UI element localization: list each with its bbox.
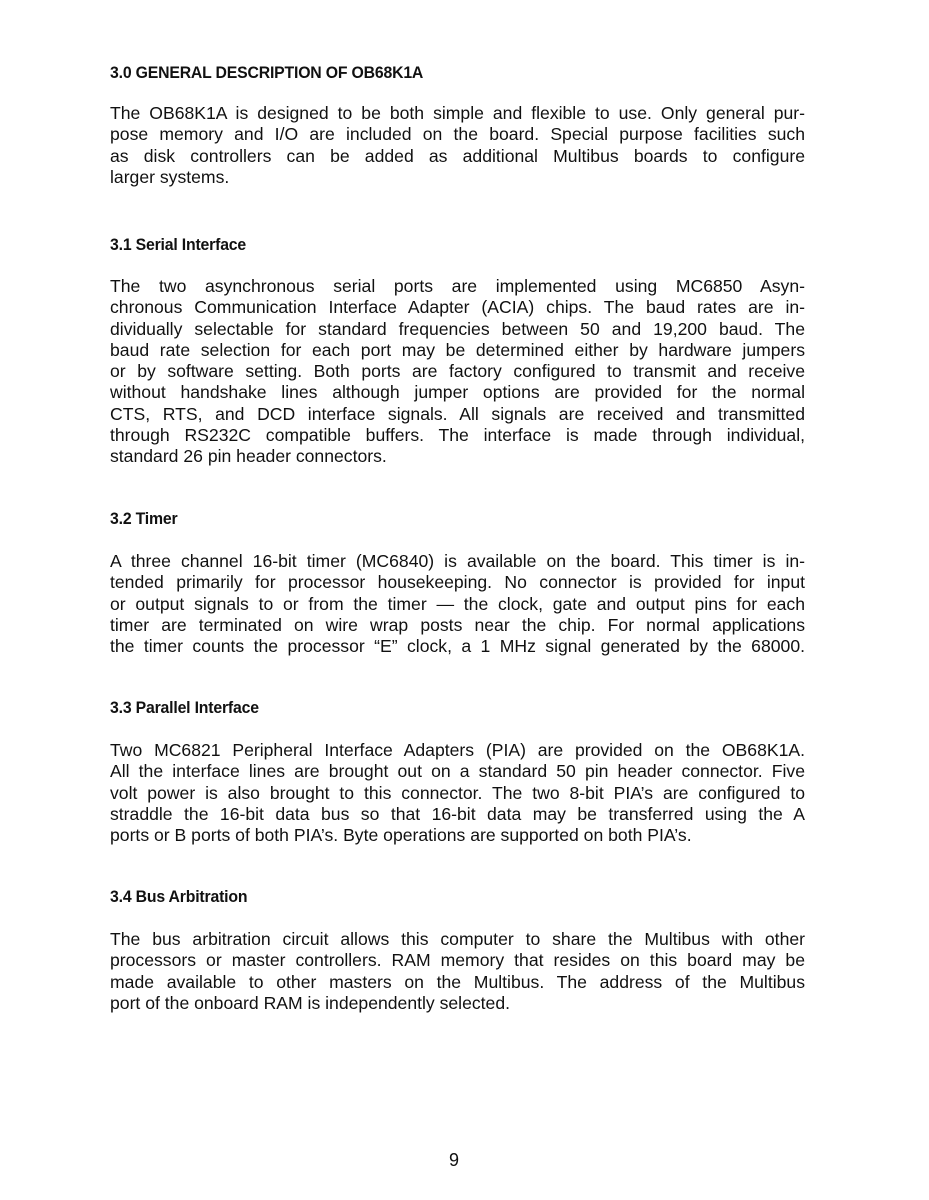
text-line: chronous Communication Interface Adapter (ACIA) chips. The baud rates are in- [110, 297, 805, 318]
text-line: The bus arbitration circuit allows this computer to share the Multibus with other [110, 929, 805, 949]
text-line: made available to other masters on the Multibus. The address of the Multibus [110, 971, 805, 992]
text-line: All the interface lines are brought out on a standard 50 pin header connector. Five [110, 761, 805, 782]
text-line: the timer counts the processor “E” clock, a 1 MHz signal generated by the 68000. [110, 636, 805, 657]
text-line: ports or B ports of both PIA’s. Byte operations are supported on both PIA’s. [110, 825, 692, 846]
section-heading-3-0: 3.0 GENERAL DESCRIPTION OF OB68K1A [110, 63, 424, 82]
text-line: pose memory and I/O are included on the board. Special purpose facilities such [110, 124, 805, 145]
section-body-3-4 [110, 929, 805, 1014]
section-body-3-1 [110, 276, 805, 468]
text-line: Two MC6821 Peripheral Interface Adapters (PIA) are provided on the OB68K1A. [110, 740, 805, 760]
text-line: straddle the 16-bit data bus so that 16-bit data may be transferred using the A [110, 803, 805, 824]
text-line: standard 26 pin header connectors. [110, 446, 387, 467]
text-line: without handshake lines although jumper options are provided for the normal [110, 382, 805, 403]
section-body-3-3 [110, 740, 805, 846]
text-line: baud rate selection for each port may be determined either by hardware jumpers [110, 339, 805, 360]
text-line: The two asynchronous serial ports are implemented using MC6850 Asyn- [110, 276, 805, 296]
text-line: as disk controllers can be added as additional Multibus boards to configure [110, 145, 805, 166]
text-line: timer are terminated on wire wrap posts near the chip. For normal applications [110, 614, 805, 635]
text-line: port of the onboard RAM is independently selected. [110, 992, 511, 1013]
text-line: tended primarily for processor housekeeping. No connector is provided for input [110, 572, 805, 593]
section-heading-3-2: 3.2 Timer [110, 509, 178, 528]
text-line: larger systems. [110, 166, 230, 187]
page-number: 9 [449, 1150, 460, 1170]
section-heading-3-4: 3.4 Bus Arbitration [110, 887, 248, 906]
text-line: processors or master controllers. RAM memory that resides on this board may be [110, 950, 805, 971]
text-line: or by software setting. Both ports are factory configured to transmit and receive [110, 361, 805, 382]
section-heading-3-3: 3.3 Parallel Interface [110, 698, 259, 717]
text-line: or output signals to or from the timer — the clock, gate and output pins for each [110, 593, 805, 614]
text-line: CTS, RTS, and DCD interface signals. All signals are received and transmitted [110, 403, 805, 424]
text-line: The OB68K1A is designed to be both simple and flexible to use. Only general pur- [110, 103, 805, 123]
text-line: A three channel 16-bit timer (MC6840) is available on the board. This timer is in- [110, 551, 805, 571]
text-line: dividually selectable for standard frequencies between 50 and 19,200 baud. The [110, 318, 805, 339]
section-heading-3-1: 3.1 Serial Interface [110, 235, 247, 254]
section-body-3-2 [110, 551, 805, 657]
section-body-3-0 [110, 103, 805, 188]
text-line: volt power is also brought to this connector. The two 8-bit PIA’s are configured to [110, 782, 805, 803]
text-line: through RS232C compatible buffers. The interface is made through individual, [110, 425, 805, 446]
